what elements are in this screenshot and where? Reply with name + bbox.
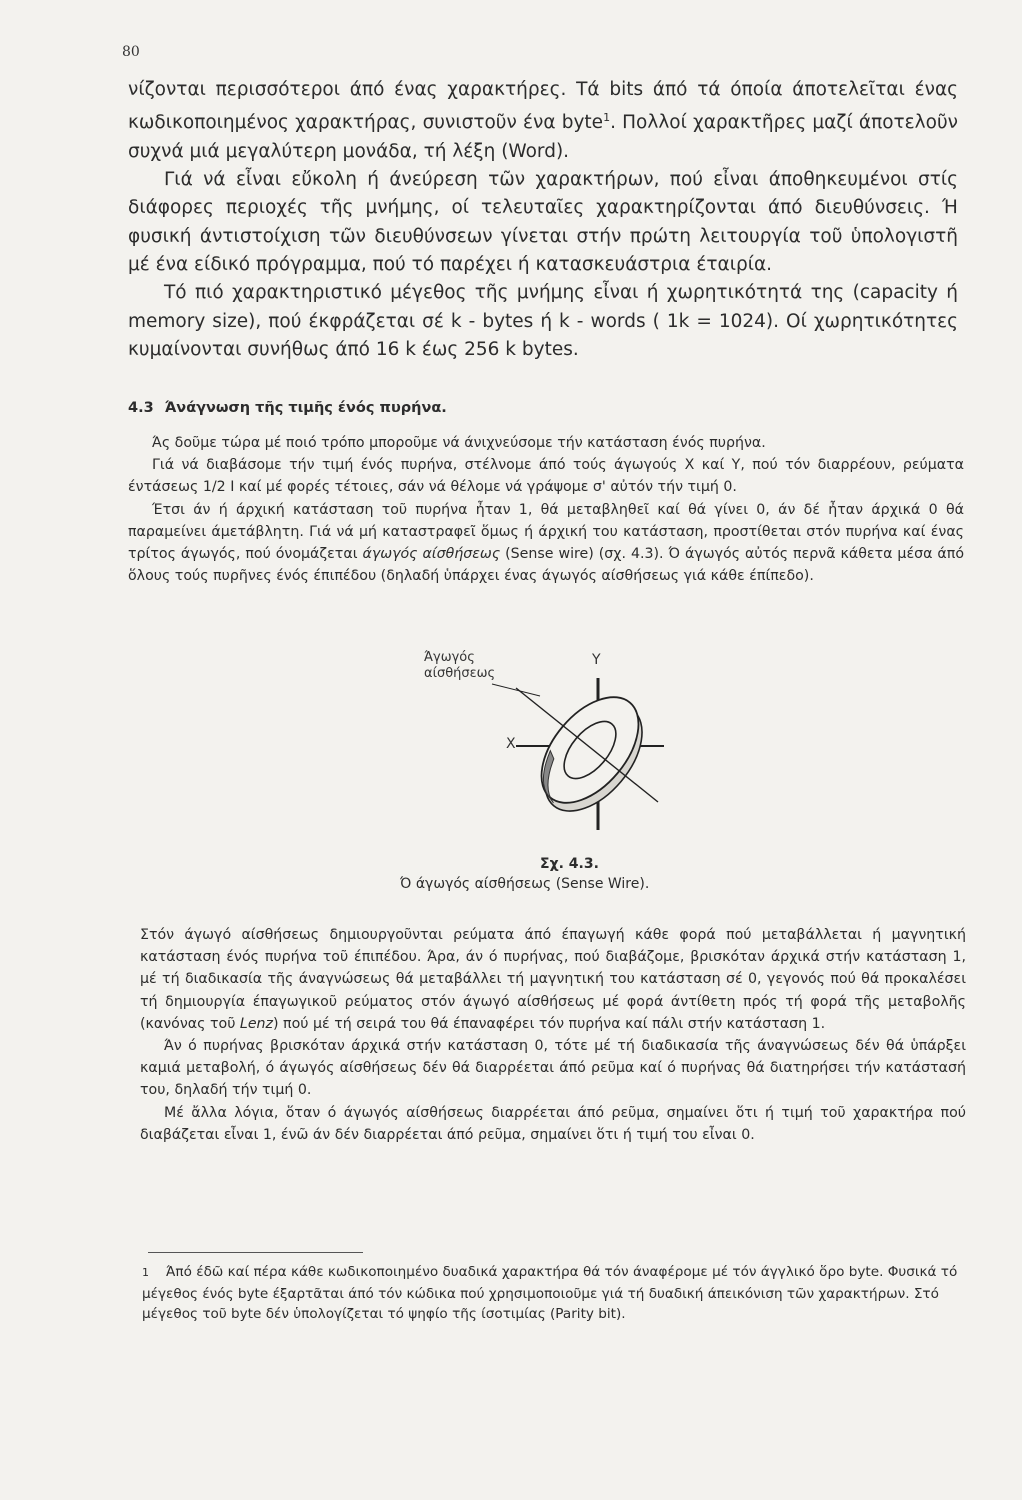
- lower-p1-rest: ) πού μέ τή σειρά του θά έπαναφέρει τόν πυρήνα καί πάλι στήν κατάσταση 1.: [273, 1015, 826, 1032]
- lower-p1-text: Στόν άγωγό αίσθήσεως δημιουργοῦνται ρεύματα άπό έπαγωγή κάθε φορά πού μεταβάλλεται ή μαγνητική κατάσταση ένός πυρήνα τοῦ έπιπέδου. Άρα, άν ό πυρήνας, πού διαβάζομε, βρισκόταν άρχικά στήν κατάσταση 1, μέ τή διαδικασία τῆς άναγνώσεως θά μεταβάλλει τή μαγνητική του κατάσταση σέ 0, γεγονός πού θά προκαλέσει τή δημιουργία έπαγωγικοῦ ρεύματος στόν άγωγό αίσθήσεως μέ φορά άντίθετη πρός τή φορά τῆς μεταβολῆς (κανόνας τοῦ: [140, 927, 966, 1032]
- sense-wire-term: άγωγός αίσθήσεως: [362, 546, 501, 563]
- ferrite-core: [520, 679, 664, 828]
- body-p1-rest: . Πολλοί χαρακτῆρες μαζί άποτελοῦν συχνά μιά μεγαλύτερη μονάδα, τή λέξη (Word).: [128, 112, 958, 162]
- section-p3-text: Έτσι άν ή άρχική κατάσταση τοῦ πυρήνα ἦταν 1, θά μεταβληθεῖ καί θά γίνει 0, άν δέ ἦταν άρχικά 0 θά παραμείνει άμετάβλητη. Γιά νά μή καταστραφεῖ ὅμως ή άρχική του κατάσταση, προστίθεται στόν πυρήνα καί ένας τρίτος άγωγός, πού όνομάζεται: [128, 501, 964, 563]
- section-title: Άνάγνωση τῆς τιμῆς ένός πυρήνα.: [164, 400, 447, 416]
- section-text: [128, 432, 964, 587]
- figure-number: Σχ. 4.3.: [540, 856, 599, 872]
- section-paragraph-2: Γιά νά διαβάσομε τήν τιμή ένός πυρήνα, στέλνομε άπό τούς άγωγούς X καί Y, πού τόν διαρρέουν, ρεύματα έντάσεως 1/2 I καί μέ φορές τέτοιες, σάν νά θέλομε νά γράψομε σ' αὐτόν τήν τιμή 0.: [128, 457, 964, 496]
- body-paragraph-3: Τό πιό χαρακτηριστικό μέγεθος τῆς μνήμης εἶναι ή χωρητικότητά της (capacity ή memory size), πού έκφράζεται σέ k - bytes ή k - words ( 1k = 1024). Οί χωρητικότητες κυμαίνονται συνήθως άπό 16 k έως 256 k bytes.: [128, 282, 958, 360]
- section-paragraph-1: Άς δοῦμε τώρα μέ ποιό τρόπο μποροῦμε νά άνιχνεύσομε τήν κατάσταση ένός πυρήνα.: [152, 435, 766, 451]
- lenz-term: Lenz: [239, 1015, 273, 1032]
- footnote-reference: 1: [603, 111, 611, 125]
- section-number: 4.3: [128, 400, 154, 416]
- body-paragraph-2: Γιά νά εἶναι εὔκολη ή άνεύρεση τῶν χαρακτήρων, πού εἶναι άποθηκευμένοι στίς διάφορες περιοχές τῆς μνήμης, οί τελευταῖες χαρακτηρίζονται άπό διευθύνσεις. Ή φυσική άντιστοίχιση τῶν διευθύνσεων γίνεται στήν πρώτη λειτουργία τοῦ ὑπολογιστῆ μέ ένα είδικό πρόγραμμα, πού τό παρέχει ή κατασκευάστρια έταιρία.: [128, 169, 958, 275]
- x-axis-label: X: [506, 736, 516, 752]
- section-paragraph-3: [128, 499, 964, 588]
- body-text: [128, 76, 958, 364]
- footnote: [142, 1262, 962, 1325]
- body-p1-text: νίζονται περισσότεροι άπό ένας χαρακτήρες. Τά bits άπό τά όποία άποτελεῖται ένας κωδικοποιημένος χαρακτήρας, συνιστοῦν ένα byte: [128, 79, 958, 134]
- footnote-mark: 1: [142, 1266, 149, 1279]
- page-number: 80: [122, 44, 140, 60]
- figure-caption: Ό άγωγός αίσθήσεως (Sense Wire).: [400, 876, 650, 892]
- footnote-text: Άπό έδῶ καί πέρα κάθε κωδικοποιημένο δυαδικά χαρακτήρα θά τόν άναφέρομε μέ τόν άγγλικό ὅρο byte. Φυσικά τό μέγεθος ένός byte έξαρτᾶται άπό τόν κώδικα πού χρησιμοποιοῦμε γιά τή δυαδική άπεικόνιση τῶν χαρακτήρων. Στό μέγεθος τοῦ byte δέν ὑπολογίζεται τό ψηφίο τῆς ίσοτιμίας (Parity bit).: [142, 1264, 958, 1323]
- section-heading: [128, 400, 928, 416]
- section-p3-rest: (Sense wire) (σχ. 4.3). Ό άγωγός αὐτός περνᾶ κάθετα μέσα άπό ὅλους τούς πυρῆνες ένός έπιπέδου (δηλαδή ὑπάρχει ένας άγωγός αίσθήσεως γιά κάθε έπίπεδο).: [128, 546, 964, 585]
- lower-paragraph-3: Μέ ἄλλα λόγια, ὅταν ό άγωγός αίσθήσεως διαρρέεται άπό ρεῦμα, σημαίνει ὅτι ή τιμή τοῦ χαρακτήρα πού διαβάζεται εἶναι 1, ένῶ άν δέν διαρρέεται άπό ρεῦμα, σημαίνει ὅτι ή τιμή του εἶναι 0.: [140, 1104, 966, 1143]
- y-axis-label: Y: [592, 652, 601, 668]
- lower-text: [140, 924, 966, 1146]
- body-paragraph-1: [128, 76, 958, 166]
- lower-paragraph-2: Άν ό πυρήνας βρισκόταν άρχικά στήν κατάσταση 0, τότε μέ τή διαδικασία τῆς άναγνώσεως δέν θά ὑπάρξει καμιά μεταβολή, ό άγωγός αίσθήσεως δέν θά διαρρέεται άπό ρεῦμα καί ό πυρήνας θά διατηρήσει τήν κατάστασή του, δηλαδή τήν τιμή 0.: [140, 1038, 966, 1099]
- sense-label-line-1: Άγωγός: [424, 650, 475, 665]
- sense-wire-leader: [492, 684, 540, 696]
- sense-wire-label: [424, 650, 495, 682]
- lower-paragraph-1: [140, 924, 966, 1035]
- sense-label-line-2: αίσθήσεως: [424, 666, 496, 681]
- footnote-rule: [148, 1252, 363, 1253]
